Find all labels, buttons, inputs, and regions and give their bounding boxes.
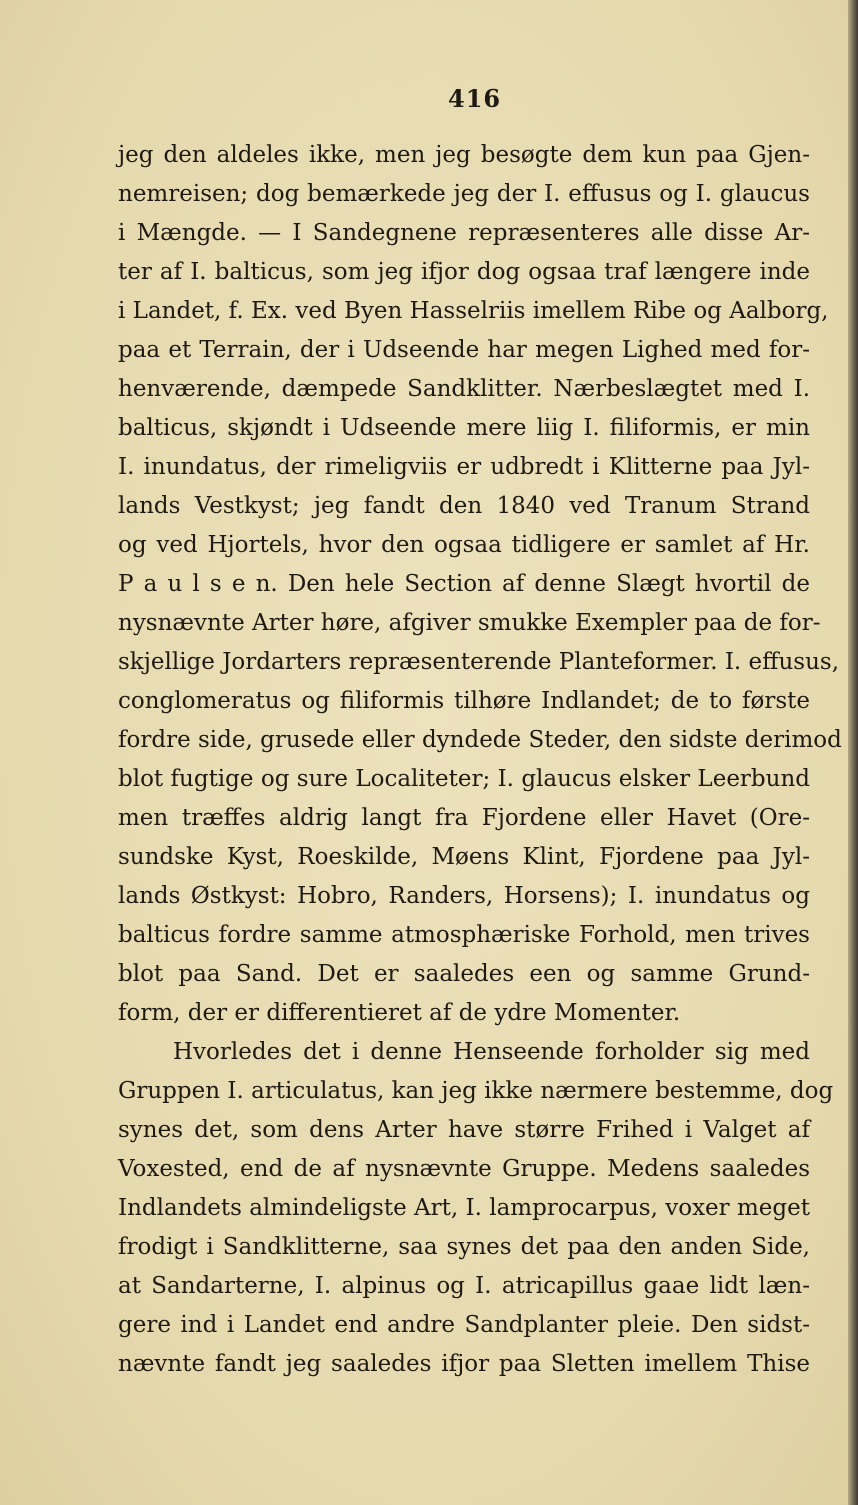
text-line: Voxested, end de af nysnævnte Gruppe. Medens saaledes: [118, 1156, 810, 1182]
text-line: lands Østkyst: Hobro, Randers, Horsens); I. inundatus og: [118, 883, 810, 909]
text-line: skjellige Jordarters repræsenterende Planteformer. I. effusus,: [118, 649, 840, 675]
text-line: frodigt i Sandklitterne, saa synes det paa den anden Side,: [118, 1234, 810, 1260]
text-line: conglomeratus og filiformis tilhøre Indlandet; de to første: [118, 688, 810, 714]
text-line: I. inundatus, der rimeligviis er udbredt i Klitterne paa Jyl-: [118, 454, 810, 480]
text-line: Hvorledes det i denne Henseende forholder sig med: [173, 1039, 810, 1065]
text-line: balticus, skjøndt i Udseende mere liig I. filiformis, er min: [118, 415, 810, 441]
text-line: Indlandets almindeligste Art, I. lamprocarpus, voxer meget: [118, 1195, 810, 1221]
text-line: synes det, som dens Arter have større Frihed i Valget af: [118, 1117, 810, 1143]
text-line: nævnte fandt jeg saaledes ifjor paa Sletten imellem Thise: [118, 1351, 810, 1377]
text-line: henværende, dæmpede Sandklitter. Nærbeslægtet med I.: [118, 376, 810, 402]
text-line: sundske Kyst, Roeskilde, Møens Klint, Fjordene paa Jyl-: [118, 844, 810, 870]
page-body-text: [118, 136, 842, 1384]
text-line: og ved Hjortels, hvor den ogsaa tidligere er samlet af Hr.: [118, 532, 810, 558]
text-line: form, der er differentieret af de ydre Momenter.: [118, 1000, 681, 1026]
text-line: paa et Terrain, der i Udseende har megen Lighed med for-: [118, 337, 810, 363]
text-line: nemreisen; dog bemærkede jeg der I. effusus og I. glaucus: [118, 181, 810, 207]
text-line: nysnævnte Arter høre, afgiver smukke Exempler paa de for-: [118, 610, 821, 636]
page-edge: [848, 0, 858, 1505]
text-line: i Landet, f. Ex. ved Byen Hasselriis imellem Ribe og Aalborg,: [118, 298, 829, 324]
text-line: at Sandarterne, I. alpinus og I. atricapillus gaae lidt læn-: [118, 1273, 810, 1299]
text-line: P a u l s e n. Den hele Section af denne Slægt hvortil de: [118, 571, 810, 597]
text-line: fordre side, grusede eller dyndede Steder, den sidste derimod: [118, 727, 842, 753]
text-line: jeg den aldeles ikke, men jeg besøgte dem kun paa Gjen-: [118, 142, 810, 168]
text-line: Gruppen I. articulatus, kan jeg ikke nærmere bestemme, dog: [118, 1078, 834, 1104]
text-line: blot paa Sand. Det er saaledes een og samme Grund-: [118, 961, 810, 987]
text-line: lands Vestkyst; jeg fandt den 1840 ved Tranum Strand: [118, 493, 810, 519]
text-line: gere ind i Landet end andre Sandplanter pleie. Den sidst-: [118, 1312, 810, 1338]
text-line: blot fugtige og sure Localiteter; I. glaucus elsker Leerbund: [118, 766, 810, 792]
text-line: balticus fordre samme atmosphæriske Forhold, men trives: [118, 922, 810, 948]
text-line: i Mængde. — I Sandegnene repræsenteres alle disse Ar-: [118, 220, 810, 246]
text-line: ter af I. balticus, som jeg ifjor dog ogsaa traf længere inde: [118, 259, 810, 285]
page-number: 416: [448, 84, 502, 113]
text-line: men træffes aldrig langt fra Fjordene eller Havet (Ore-: [118, 805, 810, 831]
